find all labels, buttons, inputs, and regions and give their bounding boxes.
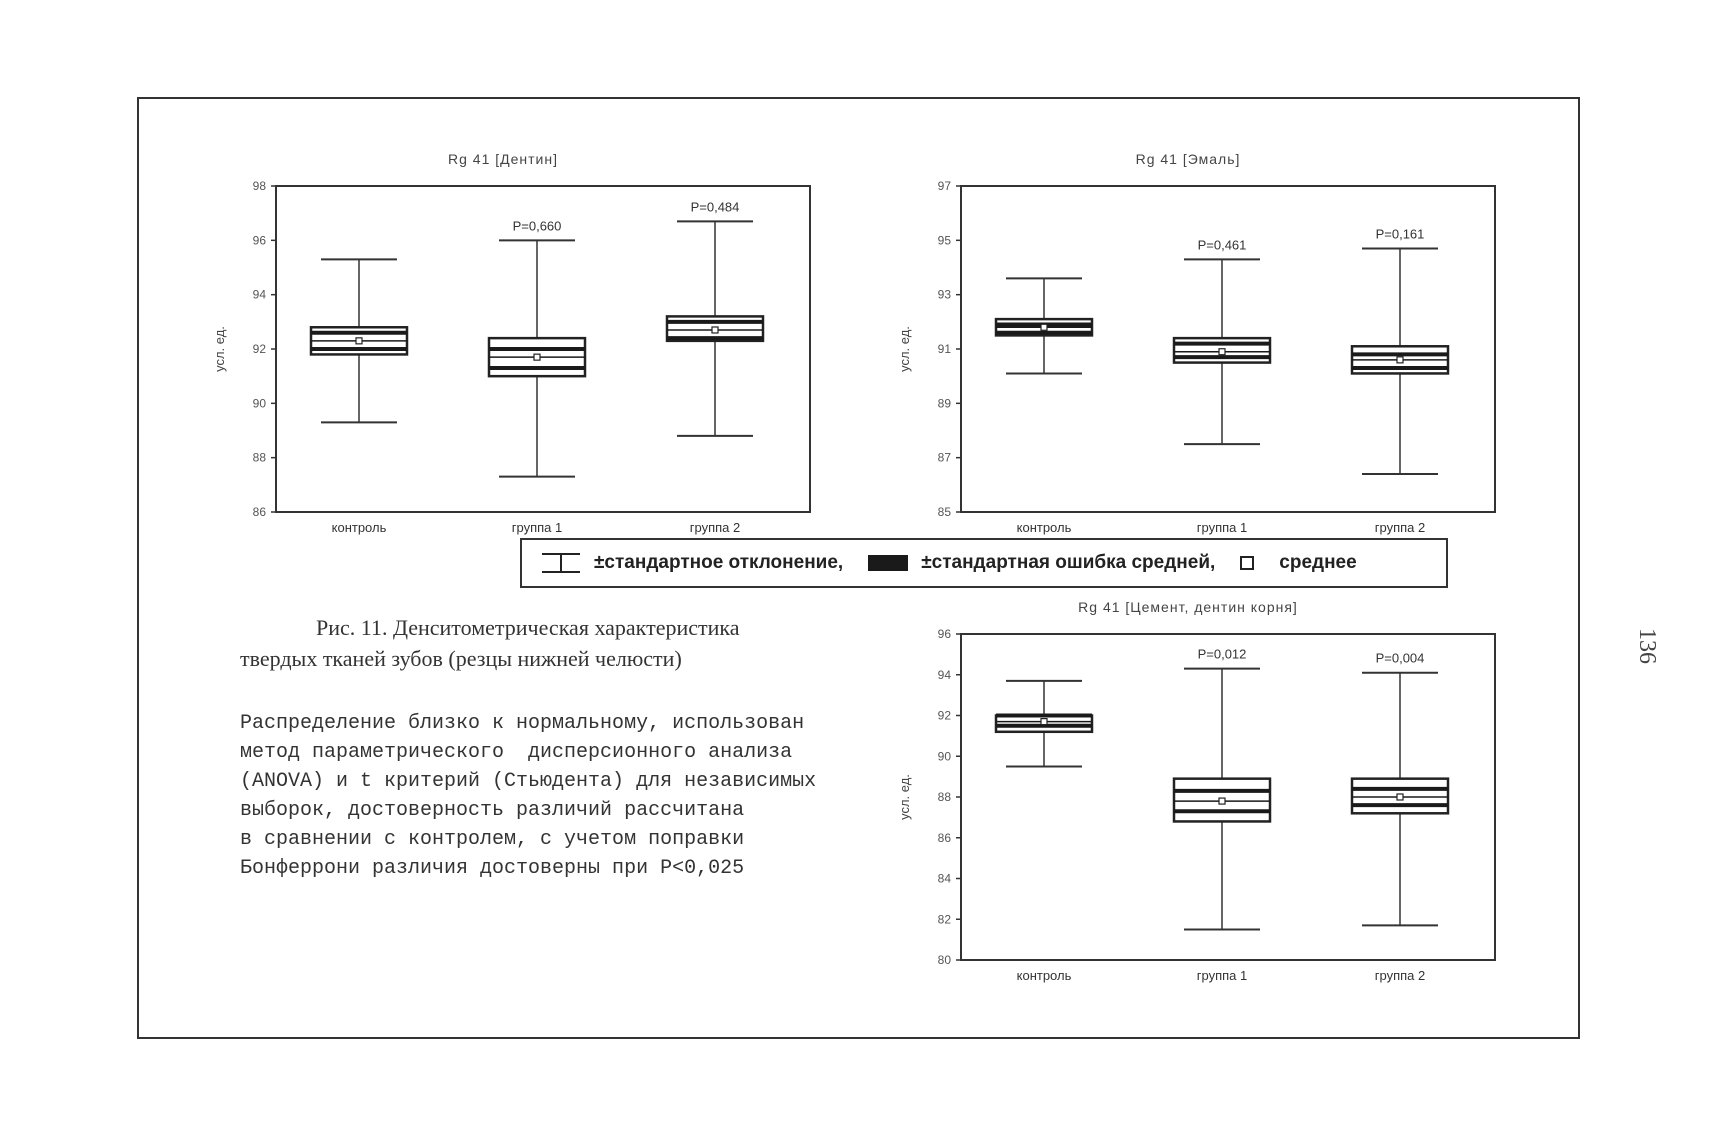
y-tick-label: 89: [937, 396, 951, 411]
legend-item-sd: [540, 552, 843, 574]
p-value-label: P=0,012: [1197, 646, 1247, 662]
mean-marker: [356, 338, 362, 344]
y-tick-label: 84: [937, 871, 951, 886]
description-line: (ANOVA) и t критерий (Стьюдента) для независимых: [240, 770, 817, 793]
chart-title: Rg 41 [Дентин]: [448, 151, 558, 167]
p-value-label: P=0,461: [1197, 237, 1247, 253]
legend-sd-label: ±стандартное отклонение,: [594, 552, 844, 573]
legend-item-mean: [1239, 552, 1356, 574]
chart-dentin: [200, 140, 840, 550]
x-category-label: группа 1: [511, 520, 563, 535]
figure-caption: [240, 612, 900, 674]
y-axis-label: усл. ед.: [897, 326, 912, 372]
y-tick-label: 95: [937, 233, 951, 248]
legend-item-se: [867, 552, 1215, 574]
x-category-label: группа 2: [1374, 520, 1426, 535]
mean-marker: [1041, 719, 1047, 725]
x-category-label: контроль: [1016, 520, 1072, 535]
y-tick-label: 94: [252, 287, 266, 302]
x-category-label: контроль: [1016, 968, 1072, 983]
y-axis-label: усл. ед.: [212, 326, 227, 372]
y-tick-label: 96: [937, 627, 951, 641]
y-tick-label: 86: [937, 830, 951, 845]
y-tick-label: 93: [937, 287, 951, 302]
x-category-label: группа 1: [1196, 968, 1248, 983]
description-line: Бонферрони различия достоверны при P<0,025: [240, 857, 745, 880]
y-tick-label: 90: [252, 396, 266, 411]
y-tick-label: 87: [937, 450, 951, 465]
y-tick-label: 92: [252, 342, 266, 356]
mean-marker: [1041, 324, 1047, 330]
p-value-label: P=0,004: [1375, 650, 1425, 666]
y-tick-label: 98: [252, 179, 266, 193]
whisker-swatch-icon: [540, 552, 582, 574]
mean-square-swatch-icon: [1239, 555, 1255, 571]
y-tick-label: 92: [937, 708, 951, 723]
description-line: Распределение близко к нормальному, использован: [240, 712, 805, 735]
y-tick-label: 88: [937, 790, 951, 804]
y-tick-label: 86: [252, 505, 266, 519]
y-tick-label: 80: [937, 953, 951, 967]
method-description: [240, 680, 920, 912]
y-tick-label: 91: [937, 342, 951, 356]
y-tick-label: 96: [252, 233, 266, 248]
x-category-label: группа 2: [1374, 968, 1426, 983]
description-line: метод параметрического дисперсионного анализа: [240, 741, 793, 764]
p-value-label: P=0,161: [1375, 226, 1425, 242]
mean-marker: [1397, 357, 1403, 363]
mean-marker: [1219, 349, 1225, 355]
y-tick-label: 97: [937, 179, 951, 193]
description-line: выборок, достоверность различий рассчитана: [240, 799, 745, 822]
mean-marker: [712, 327, 718, 333]
chart-title: Rg 41 [Цемент, дентин корня]: [1078, 599, 1298, 615]
mean-marker: [1219, 798, 1225, 804]
y-tick-label: 85: [937, 505, 951, 519]
x-category-label: группа 2: [689, 520, 741, 535]
legend: [520, 538, 1448, 588]
caption-line-1: Рис. 11. Денситометрическая характеристика: [316, 615, 740, 640]
description-line: в сравнении с контролем, с учетом поправки: [240, 828, 745, 851]
y-tick-label: 94: [937, 667, 951, 682]
y-tick-label: 82: [937, 912, 951, 927]
filled-box-swatch-icon: [867, 554, 909, 572]
p-value-label: P=0,660: [512, 218, 562, 234]
x-category-label: группа 1: [1196, 520, 1248, 535]
p-value-label: P=0,484: [690, 199, 740, 215]
caption-line-2: твердых тканей зубов (резцы нижней челюсти): [240, 646, 682, 671]
y-tick-label: 88: [252, 450, 266, 465]
chart-title: Rg 41 [Эмаль]: [1135, 151, 1241, 167]
page-number: 136: [1634, 628, 1660, 664]
chart-cement: [885, 590, 1525, 990]
legend-se-label: ±стандартная ошибка средней,: [921, 552, 1216, 573]
mean-marker: [1397, 794, 1403, 800]
legend-mean-label: среднее: [1279, 552, 1357, 573]
mean-marker: [534, 354, 540, 360]
y-tick-label: 90: [937, 749, 951, 764]
chart-enamel: [885, 140, 1525, 550]
x-category-label: контроль: [331, 520, 387, 535]
y-axis-label: усл. ед.: [897, 774, 912, 820]
